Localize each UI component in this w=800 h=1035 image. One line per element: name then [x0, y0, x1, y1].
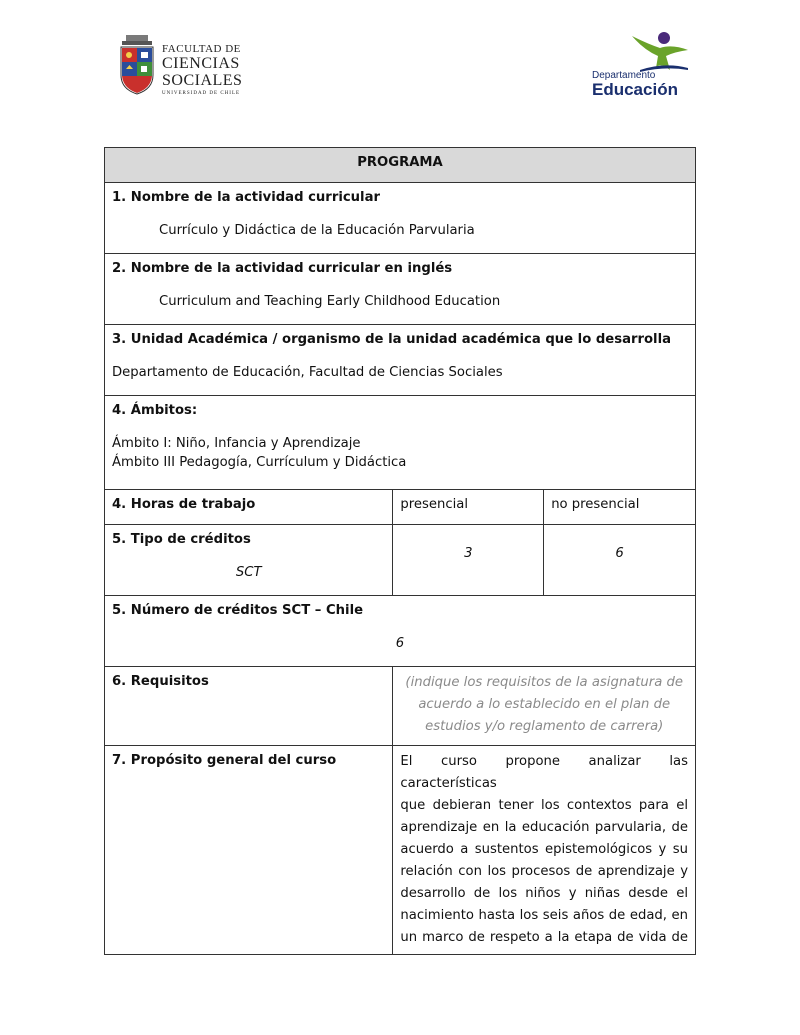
proposito-line: acuerdo a sustentos epistemológicos y su	[400, 842, 688, 857]
facultad-logo	[118, 30, 278, 100]
horas-no-presencial: no presencial	[544, 490, 696, 525]
creditos-presencial-value: 3	[393, 525, 544, 596]
section-1-row	[105, 183, 696, 254]
section-3-label: 3. Unidad Académica / organismo de la unidad académica que lo desarrolla	[112, 332, 671, 347]
proposito-line: un marco de respeto a la etapa de vida de	[400, 930, 688, 945]
departamento-line1: Departamento	[592, 70, 656, 81]
proposito-line: El curso propone analizar las características	[400, 754, 688, 791]
proposito-row	[105, 746, 696, 955]
departamento-logo	[590, 30, 700, 100]
requisitos-label: 6. Requisitos	[105, 667, 393, 746]
proposito-line: nacimiento hasta los seis años de edad, en	[400, 908, 688, 923]
num-creditos-label: 5. Número de créditos SCT – Chile	[112, 603, 364, 618]
creditos-label: 5. Tipo de créditos	[112, 532, 251, 547]
section-4-label: 4. Ámbitos:	[112, 403, 198, 418]
requisitos-hint-line: (indique los requisitos de la asignatura de	[405, 675, 683, 690]
section-2-row	[105, 254, 696, 325]
facultad-line3: SOCIALES	[162, 72, 243, 89]
proposito-label: 7. Propósito general del curso	[105, 746, 393, 955]
facultad-line4: UNIVERSIDAD DE CHILE	[162, 91, 241, 96]
creditos-row	[105, 525, 696, 596]
section-4-row	[105, 396, 696, 490]
proposito-text	[393, 746, 696, 955]
page-header	[0, 0, 800, 140]
creditos-tipo: SCT	[235, 565, 262, 580]
ambito-item: Ámbito I: Niño, Infancia y Aprendizaje	[112, 436, 361, 451]
section-3-cell	[105, 325, 696, 396]
requisitos-hint-line: estudios y/o reglamento de carrera)	[425, 719, 664, 734]
title-row	[105, 148, 696, 183]
departamento-line2: Educación	[592, 80, 678, 99]
requisitos-row	[105, 667, 696, 746]
facultad-line2: CIENCIAS	[162, 55, 240, 72]
num-creditos-row	[105, 596, 696, 667]
facultad-line1: FACULTAD DE	[162, 43, 241, 55]
university-shield-icon	[118, 35, 156, 95]
section-2-label: 2. Nombre de la actividad curricular en inglés	[112, 261, 453, 276]
proposito-line: relación con los procesos de aprendizaje y	[400, 864, 688, 879]
program-title: PROGRAMA	[105, 148, 696, 183]
num-creditos-cell	[105, 596, 696, 667]
creditos-no-presencial-value: 6	[544, 525, 696, 596]
program-table	[104, 147, 696, 955]
requisitos-hint-line: acuerdo a lo establecido en el plan de	[418, 697, 671, 712]
requisitos-hint	[393, 667, 696, 746]
proposito-line: que debieran tener los contextos para el	[400, 798, 688, 813]
section-2-cell	[105, 254, 696, 325]
section-3-value: Departamento de Educación, Facultad de Ciencias Sociales	[112, 365, 503, 380]
proposito-line: aprendizaje en la educación parvularia, de	[400, 820, 688, 835]
section-1-value: Currículo y Didáctica de la Educación Parvularia	[159, 223, 475, 238]
section-3-row	[105, 325, 696, 396]
creditos-label-cell	[105, 525, 393, 596]
section-1-label: 1. Nombre de la actividad curricular	[112, 190, 380, 205]
proposito-line: desarrollo de los niños y niñas desde el	[400, 886, 688, 901]
horas-label: 4. Horas de trabajo	[105, 490, 393, 525]
section-2-value: Curriculum and Teaching Early Childhood Education	[159, 294, 501, 309]
ambito-item: Ámbito III Pedagogía, Currículum y Didáctica	[112, 455, 407, 470]
num-creditos-value: 6	[395, 636, 405, 651]
section-1-cell	[105, 183, 696, 254]
section-4-cell	[105, 396, 696, 490]
horas-row	[105, 490, 696, 525]
horas-presencial: presencial	[393, 490, 544, 525]
